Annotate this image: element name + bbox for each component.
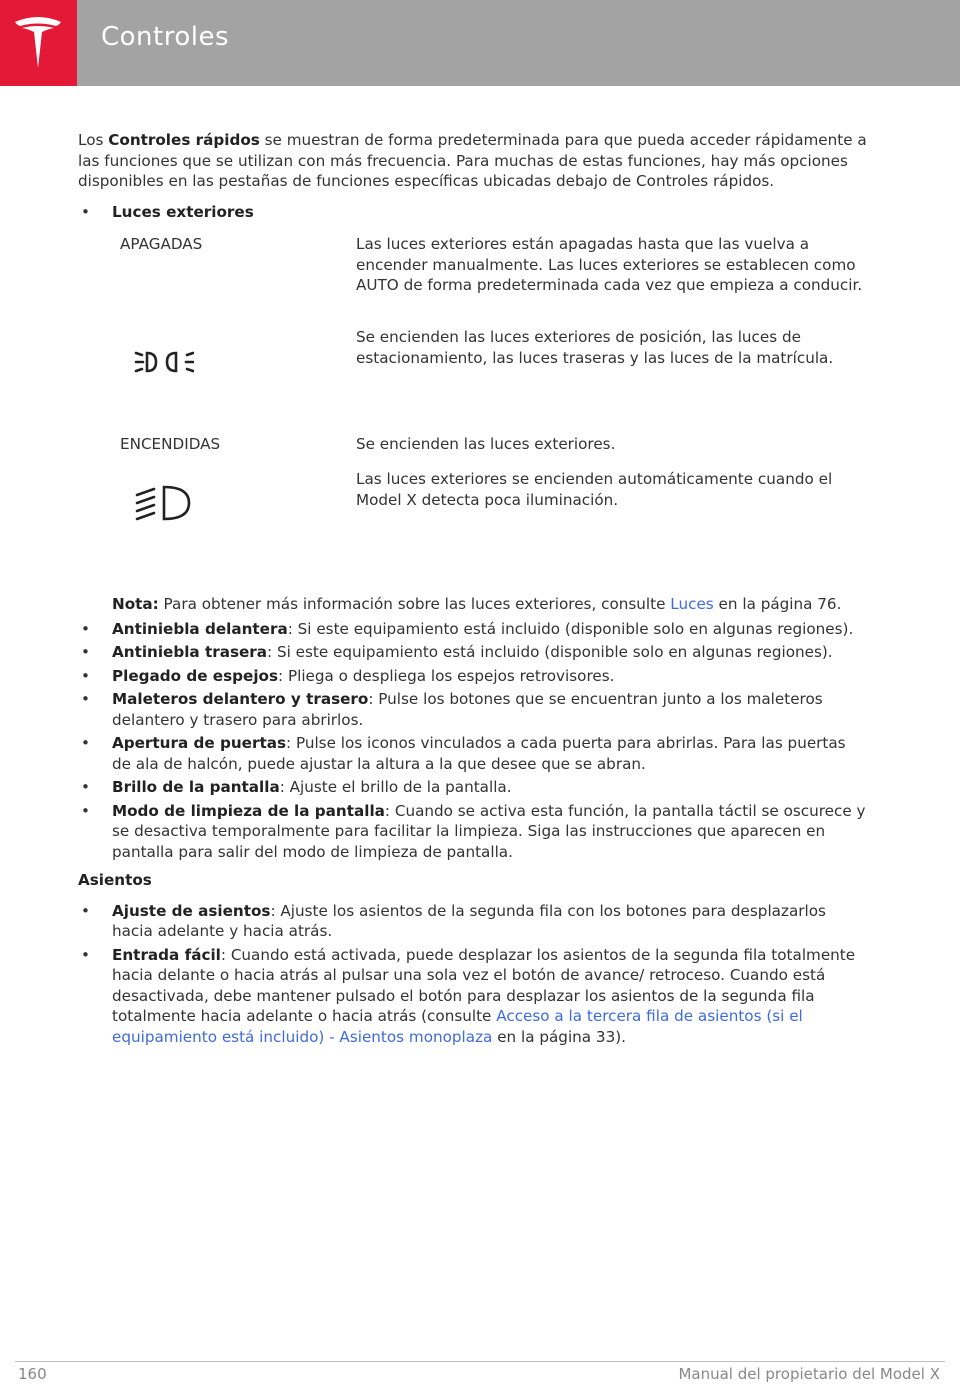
table-row bbox=[112, 327, 868, 434]
table-cell: Se encienden las luces exteriores de posición, las luces de estacionamiento, las luces traseras y las luces de la matrícula. bbox=[356, 328, 834, 367]
intro-paragraph bbox=[78, 130, 868, 192]
item-title: Apertura de puertas bbox=[112, 734, 286, 752]
item-text: : Cuando está activada, puede desplazar los asientos de la segunda fila totalmente hacia delante o hacia atrás al pulsar una sola vez el botón de avance/ retroceso. Cuando está desactivada, debe mantener pulsado el botón para desplazar los asientos de la segunda fila totalmente hacia adelante o hacia atrás (consulte bbox=[112, 945, 856, 1025]
table-cell: Las luces exteriores se encienden automáticamente cuando el Model X detecta poca iluminación. bbox=[356, 470, 833, 509]
exterior-lights-table bbox=[112, 234, 868, 586]
parking-lights-icon bbox=[134, 347, 194, 377]
list-item bbox=[78, 945, 868, 1048]
item-title: Antiniebla delantera bbox=[112, 619, 288, 638]
lights-on-label: ENCENDIDAS bbox=[120, 435, 221, 453]
list-item bbox=[78, 801, 868, 863]
note bbox=[112, 594, 868, 615]
parking-lights-cell bbox=[112, 327, 356, 434]
page-number: 160 bbox=[18, 1365, 47, 1383]
intro-post: se muestran de forma predeterminada para que pueda acceder rápidamente a las funciones que se utilizan con más frecuencia. Para muchas de estas funciones, hay más opciones disponibles en las pestañas de funciones específicas ubicadas debajo de Controles rápidos. bbox=[78, 131, 867, 190]
list-item bbox=[78, 733, 868, 774]
low-beam-cell bbox=[112, 469, 356, 586]
lights-off-label: APAGADAS bbox=[120, 235, 203, 253]
item-title: Modo de limpieza de la pantalla bbox=[112, 801, 385, 820]
quick-controls-list bbox=[78, 202, 868, 863]
list-item bbox=[78, 901, 868, 942]
item-text: : Pulse los iconos vinculados a cada puerta para abrirlas. Para las puertas de ala de halcón, puede ajustar la altura a la que desee que se abran. bbox=[112, 734, 846, 773]
note-text: en la página 76. bbox=[713, 595, 842, 613]
seats-title: Asientos bbox=[78, 871, 152, 889]
tesla-logo bbox=[0, 0, 77, 86]
seats-section-title bbox=[78, 870, 868, 891]
table-cell: Se encienden las luces exteriores. bbox=[356, 435, 616, 453]
intro-pre: Los bbox=[78, 131, 109, 149]
table-row bbox=[112, 434, 868, 469]
item-text: : Cuando se activa esta función, la pantalla táctil se oscurece y se desactiva temporalmente para facilitar la limpieza. Siga las instrucciones que aparecen en pantalla para salir del modo de limpieza de pantalla. bbox=[112, 801, 866, 861]
list-item bbox=[78, 202, 868, 615]
item-title: Brillo de la pantalla bbox=[112, 778, 280, 796]
list-item bbox=[78, 689, 868, 730]
item-title: Maleteros delantero y trasero bbox=[112, 690, 369, 708]
item-text: : Ajuste el brillo de la pantalla. bbox=[279, 778, 512, 796]
item-text: : Si este equipamiento está incluido (disponible solo en algunas regiones). bbox=[267, 643, 833, 661]
list-item bbox=[78, 619, 868, 640]
intro-bold: Controles rápidos bbox=[108, 131, 260, 149]
item-text: en la página 33). bbox=[492, 1027, 626, 1046]
manual-title: Manual del propietario del Model X bbox=[678, 1365, 940, 1383]
table-cell: Las luces exteriores están apagadas hasta que las vuelva a encender manualmente. Las luces exteriores se establecen como AUTO de forma predeterminada cada vez que empieza a conducir. bbox=[356, 235, 863, 294]
page-title: Controles bbox=[101, 22, 230, 52]
page-content bbox=[78, 130, 868, 1050]
list-item bbox=[78, 666, 868, 687]
item-title: Entrada fácil bbox=[112, 945, 221, 964]
list-item bbox=[78, 777, 868, 798]
item-text: : Pulse los botones que se encuentran junto a los maleteros delantero y trasero para abrirlos. bbox=[112, 690, 823, 729]
list-item bbox=[78, 642, 868, 663]
item-title: Antiniebla trasera bbox=[112, 643, 268, 661]
third-row-link[interactable]: Acceso a la tercera fila de asientos (si el equipamiento está incluido) - Asientos monoplaza bbox=[112, 1007, 803, 1046]
table-row bbox=[112, 234, 868, 327]
tesla-logo-icon bbox=[13, 14, 63, 70]
exterior-lights-title: Luces exteriores bbox=[112, 202, 254, 221]
note-label: Nota: bbox=[112, 595, 159, 613]
footer-divider bbox=[15, 1361, 945, 1362]
lights-link[interactable]: Luces bbox=[670, 595, 714, 613]
item-text: : Pliega o despliega los espejos retrovisores. bbox=[278, 666, 615, 685]
item-title: Ajuste de asientos bbox=[112, 901, 271, 920]
item-title: Plegado de espejos bbox=[112, 666, 279, 685]
item-text: : Si este equipamiento está incluido (disponible solo en algunas regiones). bbox=[287, 619, 854, 638]
table-row bbox=[112, 469, 868, 586]
seats-list bbox=[78, 901, 868, 1048]
page-header bbox=[0, 0, 960, 86]
item-text: : Ajuste los asientos de la segunda fila con los botones para desplazarlos hacia adelante y hacia atrás. bbox=[112, 901, 826, 940]
note-text: Para obtener más información sobre las luces exteriores, consulte bbox=[158, 595, 671, 613]
low-beam-icon bbox=[134, 483, 194, 527]
